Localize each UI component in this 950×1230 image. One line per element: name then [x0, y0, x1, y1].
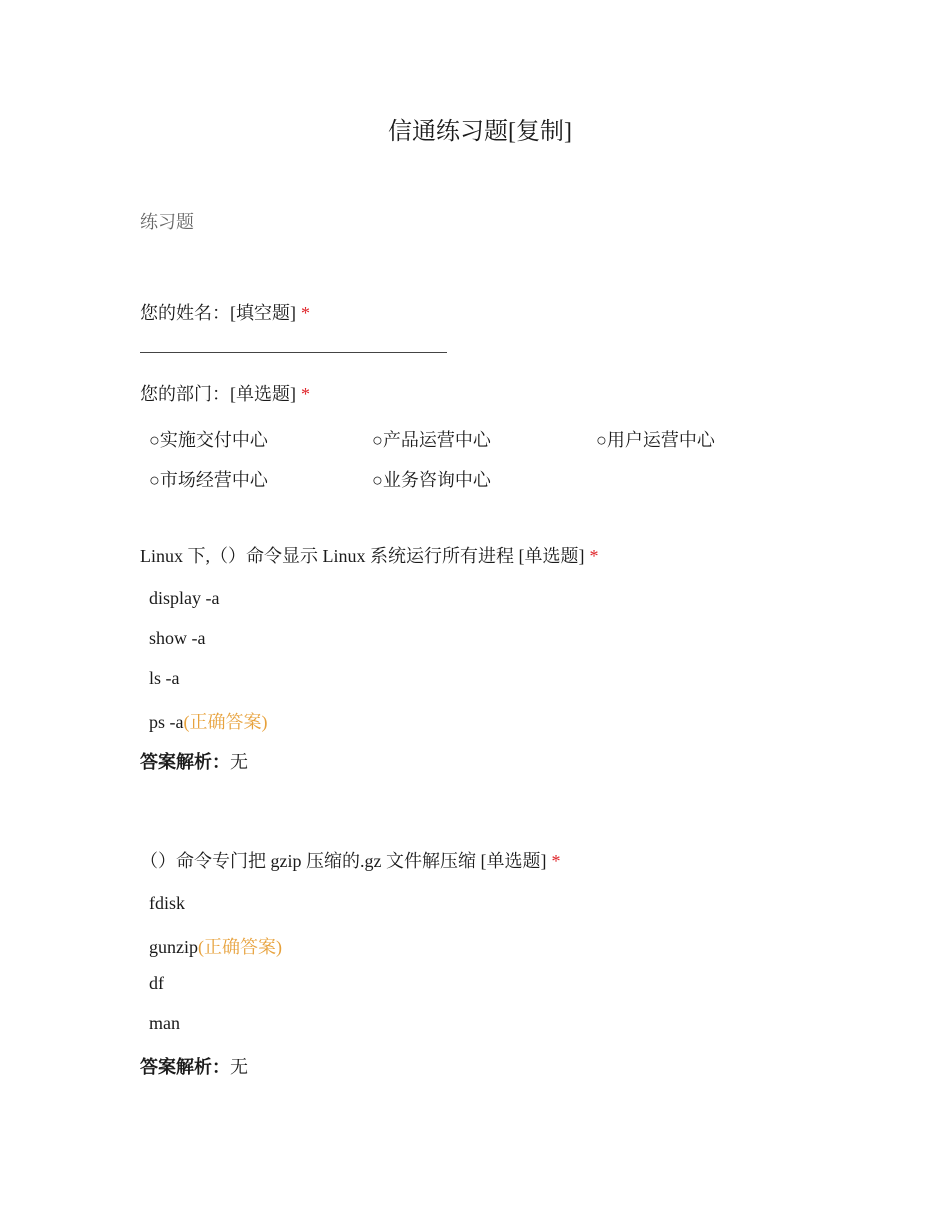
- analysis-value: 无: [230, 752, 248, 772]
- page-title: 信通练习题[复制]: [388, 119, 572, 145]
- analysis-label: 答案解析：: [140, 752, 230, 772]
- answer-option[interactable]: ls -a: [149, 668, 180, 688]
- analysis-value: 无: [230, 1057, 248, 1077]
- analysis-label: 答案解析：: [140, 1057, 230, 1077]
- answer-option[interactable]: display -a: [149, 588, 220, 608]
- radio-option[interactable]: ○用户运营中心: [596, 430, 715, 450]
- required-marker: *: [301, 303, 310, 323]
- question-linux-process: [140, 542, 598, 568]
- question-name: [140, 299, 310, 325]
- question-text: 您的姓名：[填空题]: [140, 303, 296, 323]
- answer-analysis: [140, 1053, 248, 1079]
- option-label: gunzip: [149, 937, 198, 957]
- question-text: Linux 下,（）命令显示 Linux 系统运行所有进程 [单选题]: [140, 546, 585, 566]
- question-gunzip: [140, 847, 560, 873]
- radio-option[interactable]: ○产品运营中心: [372, 430, 491, 450]
- answer-option[interactable]: fdisk: [149, 893, 185, 913]
- answer-analysis: [140, 748, 248, 774]
- required-marker: *: [589, 546, 599, 566]
- radio-option[interactable]: ○市场经营中心: [149, 470, 268, 490]
- correct-answer-tag: (正确答案): [198, 937, 282, 957]
- name-input-line[interactable]: [140, 352, 447, 353]
- radio-option[interactable]: ○实施交付中心: [149, 430, 268, 450]
- answer-option-correct[interactable]: [149, 708, 268, 734]
- answer-option[interactable]: show -a: [149, 628, 206, 648]
- question-text: 您的部门：[单选题]: [140, 384, 296, 404]
- correct-answer-tag: (正确答案): [183, 712, 268, 732]
- page-subtitle: 练习题: [140, 212, 194, 232]
- question-department: [140, 380, 310, 406]
- radio-option[interactable]: ○业务咨询中心: [372, 470, 491, 490]
- question-text: （）命令专门把 gzip 压缩的.gz 文件解压缩 [单选题]: [140, 851, 547, 871]
- option-label: ps -a: [149, 712, 184, 732]
- required-marker: *: [301, 384, 310, 404]
- answer-option[interactable]: man: [149, 1013, 180, 1033]
- answer-option[interactable]: df: [149, 973, 164, 993]
- required-marker: *: [551, 851, 561, 871]
- answer-option-correct[interactable]: [149, 933, 282, 959]
